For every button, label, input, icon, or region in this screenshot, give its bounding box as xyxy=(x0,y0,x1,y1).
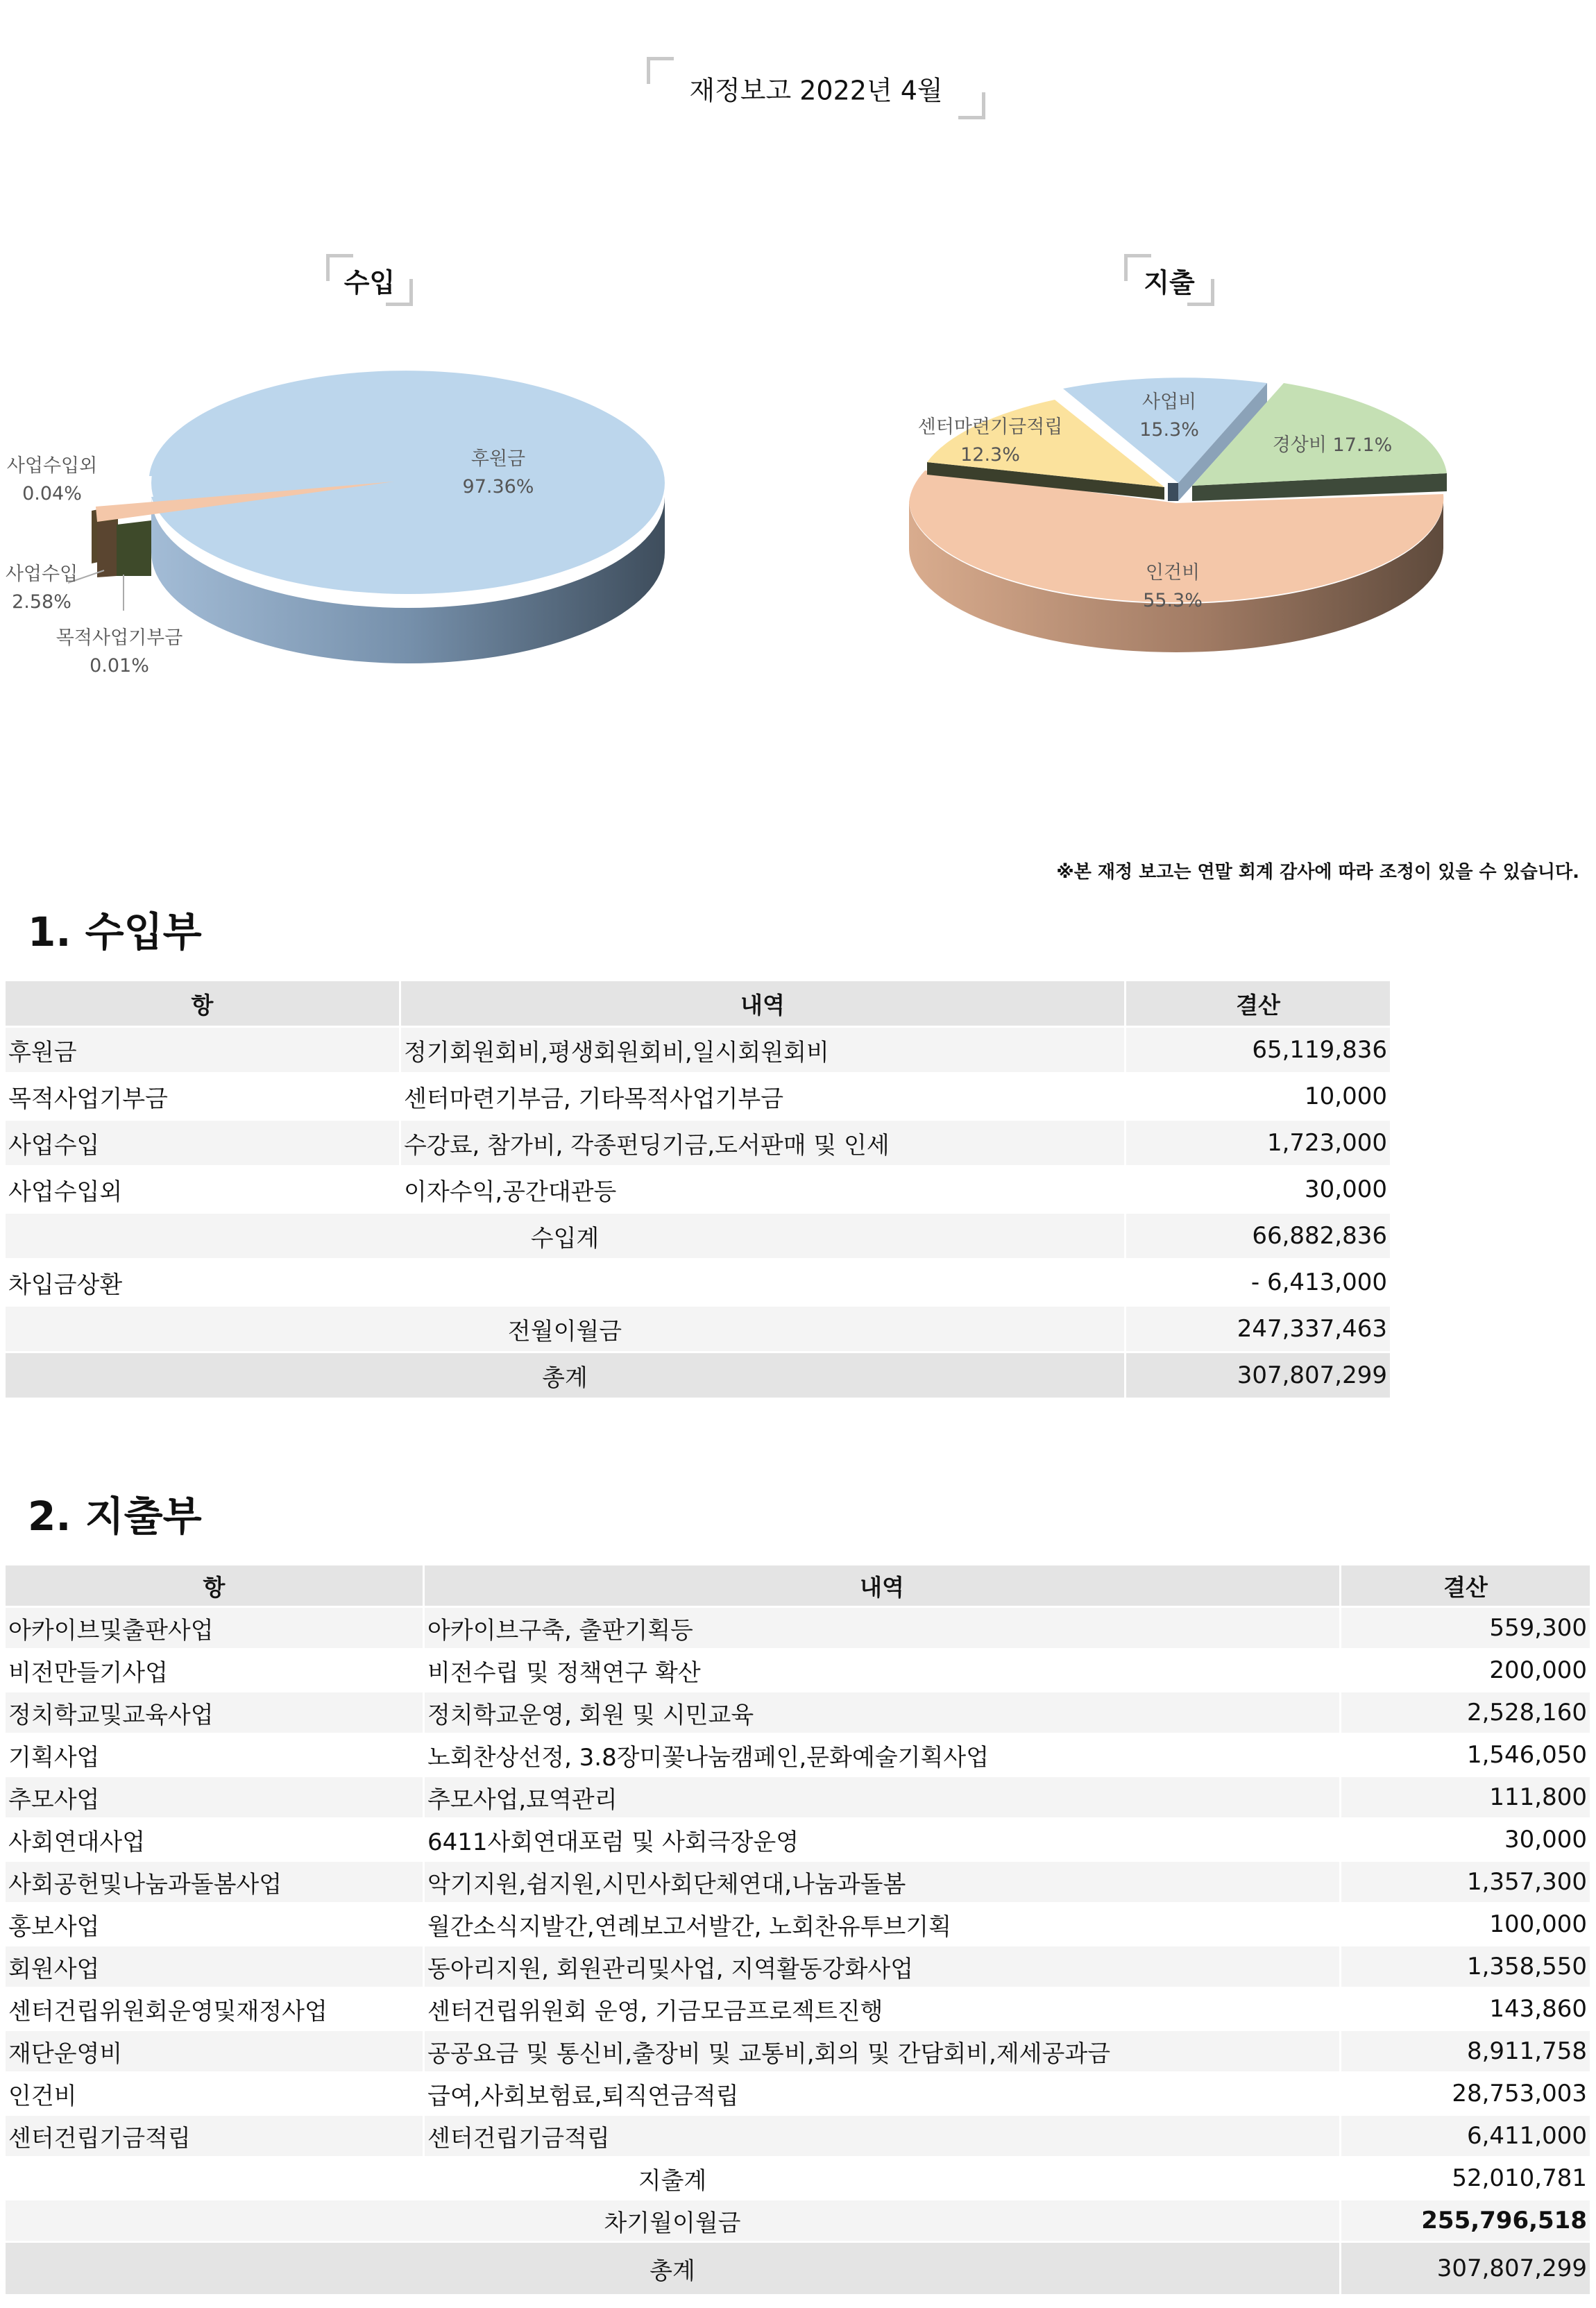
table-row xyxy=(6,1777,1592,1819)
table-row xyxy=(6,1028,1392,1074)
row-amount: 143,860 xyxy=(1341,1989,1592,2031)
row-amount: 2,528,160 xyxy=(1341,1692,1592,1735)
row-item: 차입금상환 xyxy=(6,1260,401,1307)
expense-label-경상비: 경상비 17.1% xyxy=(1272,434,1393,456)
column-header-item: 항 xyxy=(6,981,401,1028)
row-detail: 비전수립 및 정책연구 확산 xyxy=(425,1650,1341,1692)
income-table xyxy=(6,981,1392,1400)
expense-chart-title-text: 지출 xyxy=(1144,267,1195,298)
table-header-row xyxy=(6,1565,1592,1608)
table-row xyxy=(6,1989,1592,2031)
row-detail: 6411사회연대포럼 및 사회극장운영 xyxy=(425,1819,1341,1862)
row-amount: 100,000 xyxy=(1341,1904,1592,1946)
row-detail xyxy=(401,1260,1126,1307)
row-item: 사업수입 xyxy=(6,1121,401,1167)
row-amount: - 6,413,000 xyxy=(1126,1260,1392,1307)
row-amount: 111,800 xyxy=(1341,1777,1592,1819)
carry-over-amount: 247,337,463 xyxy=(1126,1307,1392,1353)
table-row xyxy=(6,2116,1592,2158)
expense-subtotal-row xyxy=(6,2158,1592,2200)
row-item: 회원사업 xyxy=(6,1946,425,1989)
next-month-carry-amount: 255,796,518 xyxy=(1341,2200,1592,2243)
expense-table xyxy=(6,1565,1592,2296)
expense-pie-chart xyxy=(798,347,1596,736)
row-amount: 28,753,003 xyxy=(1341,2073,1592,2116)
column-header-amount: 결산 xyxy=(1126,981,1392,1028)
income-label-후원금-value: 97.36% xyxy=(462,476,534,498)
income-pie-chart xyxy=(0,347,763,736)
column-header-detail: 내역 xyxy=(401,981,1126,1028)
row-amount: 30,000 xyxy=(1126,1167,1392,1214)
income-label-사업수입-name: 사업수입 xyxy=(5,563,78,585)
income-total-label: 총계 xyxy=(6,1353,1126,1400)
income-slice-목적사업기부금 xyxy=(117,520,151,576)
income-label-목적사업기부금-value: 0.01% xyxy=(90,655,149,677)
table-row xyxy=(6,1167,1392,1214)
expense-label-센터마련기금적립-name: 센터마련기금적립 xyxy=(917,416,1063,438)
row-detail: 공공요금 및 통신비,출장비 및 교통비,회의 및 간담회비,제세공과금 xyxy=(425,2031,1341,2073)
income-subtotal-row xyxy=(6,1214,1392,1260)
row-item: 홍보사업 xyxy=(6,1904,425,1946)
table-row xyxy=(6,1121,1392,1167)
income-subtotal-label: 수입계 xyxy=(6,1214,1126,1260)
expense-slice-사업비-side xyxy=(1168,483,1178,501)
row-amount: 200,000 xyxy=(1341,1650,1592,1692)
income-total-row xyxy=(6,1353,1392,1400)
row-detail: 월간소식지발간,연례보고서발간, 노회찬유투브기획 xyxy=(425,1904,1341,1946)
table-row xyxy=(6,1946,1592,1989)
income-label-사업수입외-name: 사업수입외 xyxy=(6,455,98,477)
column-header-detail: 내역 xyxy=(425,1565,1341,1608)
table-row xyxy=(6,1904,1592,1946)
income-label-사업수입외-value: 0.04% xyxy=(22,483,82,504)
expense-total-row xyxy=(6,2243,1592,2296)
row-detail: 동아리지원, 회원관리및사업, 지역활동강화사업 xyxy=(425,1946,1341,1989)
expense-label-인건비-value: 55.3% xyxy=(1143,590,1203,611)
expense-subtotal-amount: 52,010,781 xyxy=(1341,2158,1592,2200)
row-item: 추모사업 xyxy=(6,1777,425,1819)
row-item: 인건비 xyxy=(6,2073,425,2116)
row-detail: 센터건립기금적립 xyxy=(425,2116,1341,2158)
row-amount: 1,358,550 xyxy=(1341,1946,1592,1989)
income-label-목적사업기부금-name: 목적사업기부금 xyxy=(56,627,183,649)
row-amount: 65,119,836 xyxy=(1126,1028,1392,1074)
row-amount: 1,546,050 xyxy=(1341,1735,1592,1777)
table-header-row xyxy=(6,981,1392,1028)
row-detail: 정치학교운영, 회원 및 시민교육 xyxy=(425,1692,1341,1735)
row-item: 사업수입외 xyxy=(6,1167,401,1214)
row-detail: 센터마련기부금, 기타목적사업기부금 xyxy=(401,1074,1126,1121)
row-amount: 8,911,758 xyxy=(1341,2031,1592,2073)
table-row xyxy=(6,1862,1592,1904)
row-item: 센터건립위원회운영및재정사업 xyxy=(6,1989,425,2031)
income-chart-title xyxy=(326,254,413,306)
table-row xyxy=(6,1735,1592,1777)
income-slice-사업수입-side xyxy=(97,522,117,577)
table-row xyxy=(6,1074,1392,1121)
column-header-item: 항 xyxy=(6,1565,425,1608)
expense-total-amount: 307,807,299 xyxy=(1341,2243,1592,2296)
table-row xyxy=(6,1650,1592,1692)
row-item: 목적사업기부금 xyxy=(6,1074,401,1121)
next-month-carry-label: 차기월이월금 xyxy=(6,2200,1341,2243)
table-row xyxy=(6,1692,1592,1735)
carry-over-row xyxy=(6,1307,1392,1353)
expense-section-heading: 2. 지출부 xyxy=(28,1493,202,1540)
table-row xyxy=(6,1819,1592,1862)
row-amount: 6,411,000 xyxy=(1341,2116,1592,2158)
row-detail: 센터건립위원회 운영, 기금모금프로젝트진행 xyxy=(425,1989,1341,2031)
income-section-heading: 1. 수입부 xyxy=(28,908,202,956)
expense-chart-title xyxy=(1124,254,1214,306)
expense-label-사업비-value: 15.3% xyxy=(1139,419,1199,441)
audit-disclaimer: ※본 재정 보고는 연말 회계 감사에 따라 조정이 있을 수 있습니다. xyxy=(1056,862,1579,883)
table-row xyxy=(6,2031,1592,2073)
income-slice-top xyxy=(151,372,665,594)
row-item: 비전만들기사업 xyxy=(6,1650,425,1692)
row-item: 사회공헌및나눔과돌봄사업 xyxy=(6,1862,425,1904)
row-detail: 추모사업,묘역관리 xyxy=(425,1777,1341,1819)
row-amount: 30,000 xyxy=(1341,1819,1592,1862)
row-item: 기획사업 xyxy=(6,1735,425,1777)
row-detail: 정기회원회비,평생회원회비,일시회원회비 xyxy=(401,1028,1126,1074)
row-item: 재단운영비 xyxy=(6,2031,425,2073)
next-month-carry-row xyxy=(6,2200,1592,2243)
row-item: 후원금 xyxy=(6,1028,401,1074)
carry-over-label: 전월이월금 xyxy=(6,1307,1126,1353)
expense-subtotal-label: 지출계 xyxy=(6,2158,1341,2200)
row-item: 정치학교및교육사업 xyxy=(6,1692,425,1735)
row-amount: 559,300 xyxy=(1341,1608,1592,1650)
row-item: 사회연대사업 xyxy=(6,1819,425,1862)
row-detail: 악기지원,쉼지원,시민사회단체연대,나눔과돌봄 xyxy=(425,1862,1341,1904)
row-amount: 1,357,300 xyxy=(1341,1862,1592,1904)
table-row xyxy=(6,1608,1592,1650)
report-title xyxy=(647,57,985,119)
income-label-후원금-name: 후원금 xyxy=(470,448,526,470)
income-total-amount: 307,807,299 xyxy=(1126,1353,1392,1400)
expense-label-사업비-name: 사업비 xyxy=(1141,391,1197,413)
expense-rows xyxy=(6,1608,1592,2158)
table-row xyxy=(6,2073,1592,2116)
row-item: 센터건립기금적립 xyxy=(6,2116,425,2158)
row-detail: 수강료, 참가비, 각종펀딩기금,도서판매 및 인세 xyxy=(401,1121,1126,1167)
row-item: 아카이브및출판사업 xyxy=(6,1608,425,1650)
loan-repayment-row xyxy=(6,1260,1392,1307)
income-chart-title-text: 수입 xyxy=(343,267,396,298)
income-subtotal-amount: 66,882,836 xyxy=(1126,1214,1392,1260)
row-detail: 노회찬상선정, 3.8장미꽃나눔캠페인,문화예술기획사업 xyxy=(425,1735,1341,1777)
row-detail: 이자수익,공간대관등 xyxy=(401,1167,1126,1214)
column-header-amount: 결산 xyxy=(1341,1565,1592,1608)
row-detail: 아카이브구축, 출판기획등 xyxy=(425,1608,1341,1650)
expense-label-센터마련기금적립-value: 12.3% xyxy=(960,444,1020,466)
report-title-text: 재정보고 2022년 4월 xyxy=(689,75,943,106)
row-amount: 10,000 xyxy=(1126,1074,1392,1121)
income-label-사업수입-value: 2.58% xyxy=(12,591,71,613)
expense-label-인건비-name: 인건비 xyxy=(1145,562,1200,584)
row-amount: 1,723,000 xyxy=(1126,1121,1392,1167)
expense-total-label: 총계 xyxy=(6,2243,1341,2296)
row-detail: 급여,사회보험료,퇴직연금적립 xyxy=(425,2073,1341,2116)
